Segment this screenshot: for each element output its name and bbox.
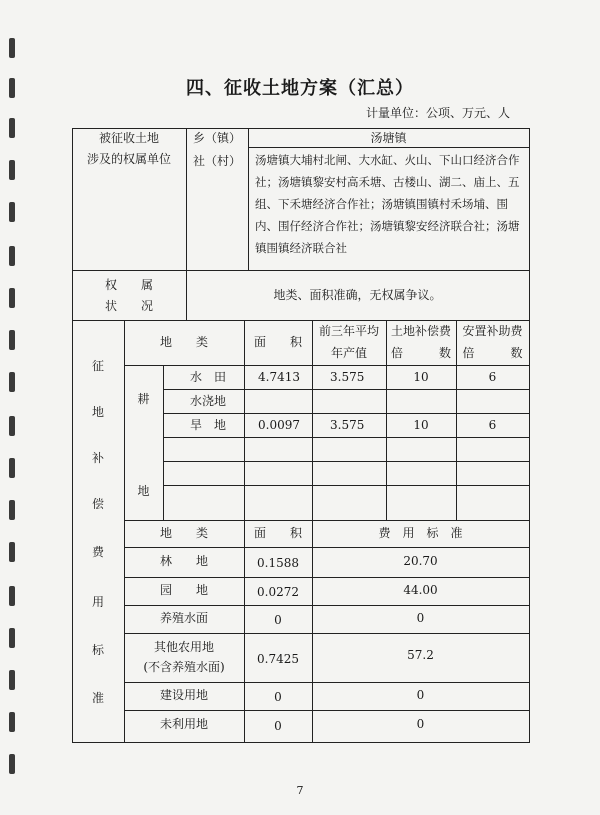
village-value: 汤塘镇大埔村北闸、大水缸、火山、下山口经济合作社；汤塘镇黎安村高禾塘、古楼山、湖二、庙上、五组、下禾塘经济合作社；汤塘镇围镇村禾场埔、围内、围仔经济合作社；汤塘镇黎安经济联合社；汤塘镇围镇经济联合社: [255, 153, 520, 255]
binder-hole: [9, 542, 15, 562]
township-label: 乡（镇）: [192, 131, 241, 145]
ownership-label-line2: 涉及的权属单位: [86, 152, 171, 166]
binder-hole: [9, 288, 15, 308]
binder-hole: [9, 586, 15, 606]
binder-hole: [9, 670, 15, 690]
binder-hole: [9, 712, 15, 732]
header-avg-output-1: 前三年平均: [318, 324, 379, 338]
header-avg-output-2: 年产值: [330, 346, 367, 360]
cultivated-label-1: 耕: [137, 392, 150, 406]
binder-hole: [9, 38, 15, 58]
village-label: 社（村）: [192, 154, 241, 168]
binder-hole: [9, 118, 15, 138]
binder-hole: [9, 330, 15, 350]
header-area: 面 积: [253, 335, 302, 349]
binder-strip: [0, 0, 26, 815]
header-land-type: 地 类: [159, 335, 208, 349]
binder-hole: [9, 754, 15, 774]
binder-hole: [9, 416, 15, 436]
township-value: 汤塘镇: [370, 131, 407, 145]
page-title: 四、征收土地方案（汇总）: [186, 78, 414, 99]
other-header-area: 面 积: [253, 526, 302, 540]
rights-label-line2: 状 况: [104, 299, 153, 313]
page-number: 7: [296, 784, 304, 797]
other-header-land-type: 地 类: [159, 526, 208, 540]
binder-hole: [9, 500, 15, 520]
header-land-comp-2: 倍 数: [390, 346, 451, 360]
binder-hole: [9, 246, 15, 266]
binder-hole: [9, 202, 15, 222]
header-resettle-2: 倍 数: [462, 346, 523, 360]
cultivated-label-2: 地: [137, 484, 150, 498]
other-header-standard: 费 用 标 准: [378, 526, 463, 540]
header-land-comp-1: 土地补偿费: [390, 324, 451, 338]
binder-hole: [9, 628, 15, 648]
ownership-label-line1: 被征收土地: [98, 131, 159, 145]
binder-hole: [9, 372, 15, 392]
rights-label-line1: 权 属: [104, 278, 153, 292]
unit-label: 计量单位：公项、万元、人: [365, 106, 510, 120]
binder-hole: [9, 458, 15, 478]
header-resettle-1: 安置补助费: [462, 324, 523, 338]
rights-value: 地类、面积准确，无权属争议。: [273, 288, 442, 302]
binder-hole: [9, 160, 15, 180]
